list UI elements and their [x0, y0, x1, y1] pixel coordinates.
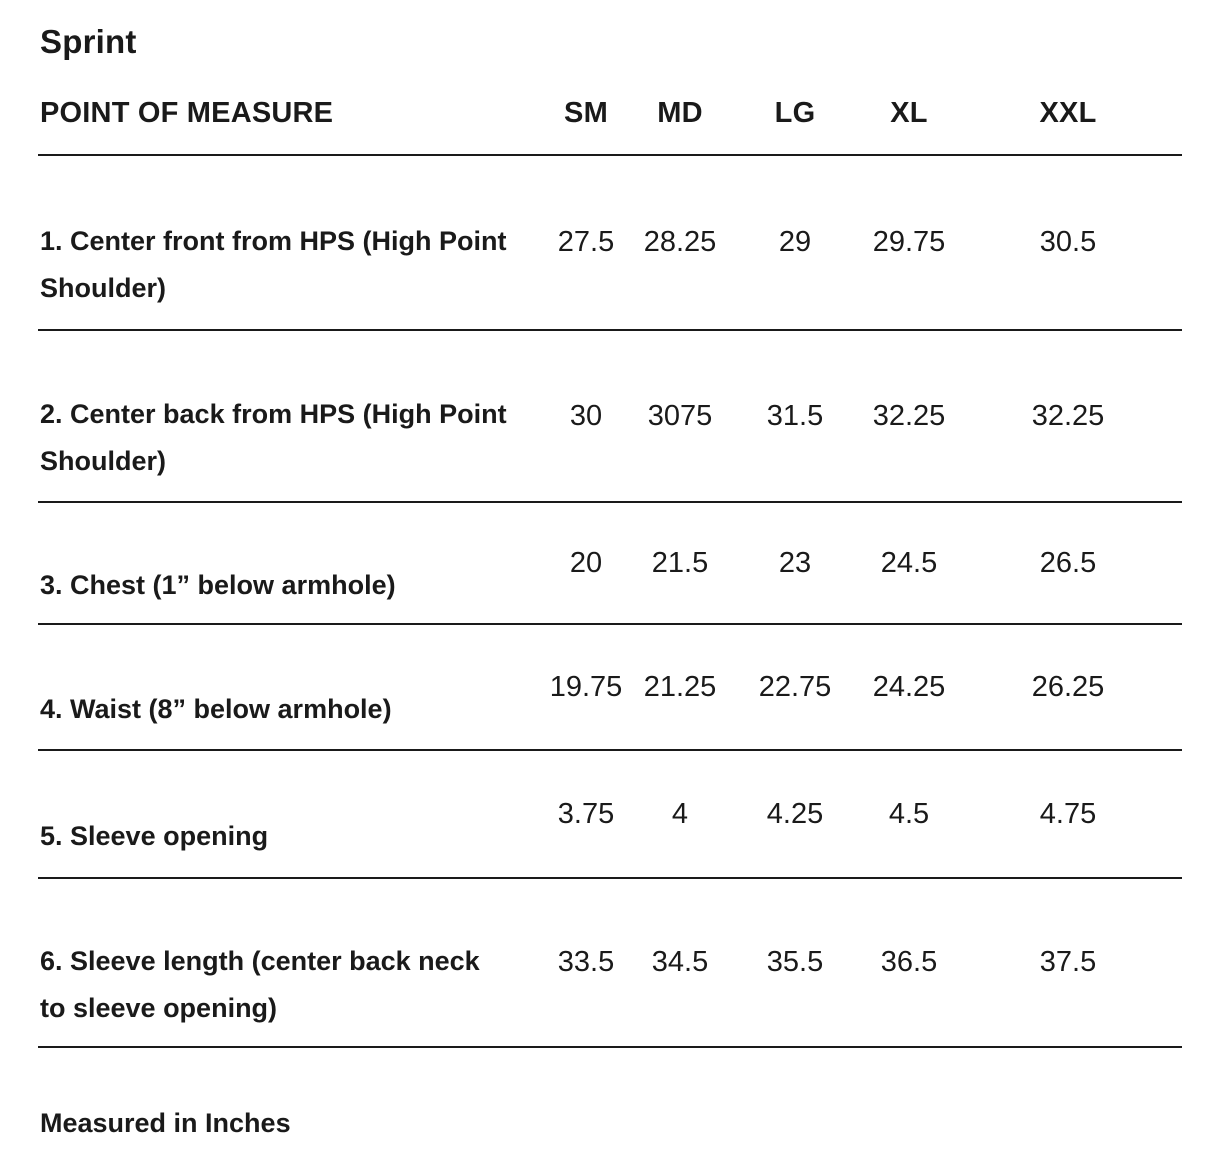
measure-value-xl: 4.5 [888, 797, 930, 830]
measure-value-xxl: 37.5 [1039, 946, 1097, 978]
measure-value-md: 4 [671, 797, 689, 830]
measure-value-md: 3075 [647, 399, 713, 432]
measure-value-xxl: 32.25 [1031, 399, 1105, 432]
measure-label: 4. Waist (8” below armhole) [40, 693, 392, 724]
measure-value-lg: 4.25 [766, 797, 824, 830]
measure-label: 5. Sleeve opening [40, 820, 269, 851]
measure-value-xl: 36.5 [880, 946, 938, 978]
table-header [38, 88, 1182, 155]
measure-value-md: 28.25 [643, 226, 717, 258]
measure-label: 1. Center front from HPS (High Point Shoulder) [40, 225, 507, 303]
measure-value-lg: 22.75 [758, 670, 832, 703]
table-row [38, 502, 1182, 624]
measure-value-sm: 27.5 [557, 226, 615, 258]
column-header-lg: LG [726, 88, 864, 155]
measure-value-md: 34.5 [651, 946, 709, 978]
measure-value-lg: 29 [778, 226, 812, 258]
measure-value-sm: 19.75 [549, 670, 623, 703]
table-row [38, 330, 1182, 502]
table-row [38, 624, 1182, 750]
column-header-xl: XL [864, 88, 954, 155]
measure-value-lg: 31.5 [766, 399, 824, 432]
column-header-md: MD [634, 88, 726, 155]
measure-value-xxl: 26.5 [1039, 546, 1097, 579]
size-chart-table [38, 88, 1182, 1048]
measure-value-xxl: 30.5 [1039, 226, 1097, 258]
column-header-sm: SM [538, 88, 634, 155]
measure-value-md: 21.5 [651, 546, 709, 579]
measure-value-lg: 35.5 [766, 946, 824, 978]
table-row [38, 155, 1182, 330]
measure-label: 6. Sleeve length (center back neck to sleeve opening) [40, 945, 480, 1023]
measure-value-lg: 23 [778, 546, 812, 579]
units-note: Measured in Inches [40, 1108, 291, 1138]
measure-value-sm: 30 [569, 399, 603, 432]
measure-value-xl: 24.25 [872, 670, 946, 703]
table-row [38, 750, 1182, 878]
measure-label: 3. Chest (1” below armhole) [40, 569, 396, 600]
measure-value-sm: 33.5 [557, 946, 615, 978]
column-header-xxl: XXL [954, 88, 1182, 155]
measure-value-xl: 32.25 [872, 399, 946, 432]
measure-value-md: 21.25 [643, 670, 717, 703]
page-title: Sprint [40, 23, 137, 60]
measure-value-sm: 3.75 [557, 797, 615, 830]
measure-value-sm: 20 [569, 546, 603, 579]
measure-value-xxl: 4.75 [1039, 797, 1097, 830]
measure-label: 2. Center back from HPS (High Point Shoulder) [40, 399, 507, 476]
measure-value-xl: 24.5 [880, 546, 938, 579]
header-row [38, 88, 1182, 155]
table-row [38, 878, 1182, 1047]
measure-value-xl: 29.75 [872, 226, 946, 258]
column-header-point-of-measure: POINT OF MEASURE [38, 88, 538, 155]
measure-value-xxl: 26.25 [1031, 670, 1105, 703]
